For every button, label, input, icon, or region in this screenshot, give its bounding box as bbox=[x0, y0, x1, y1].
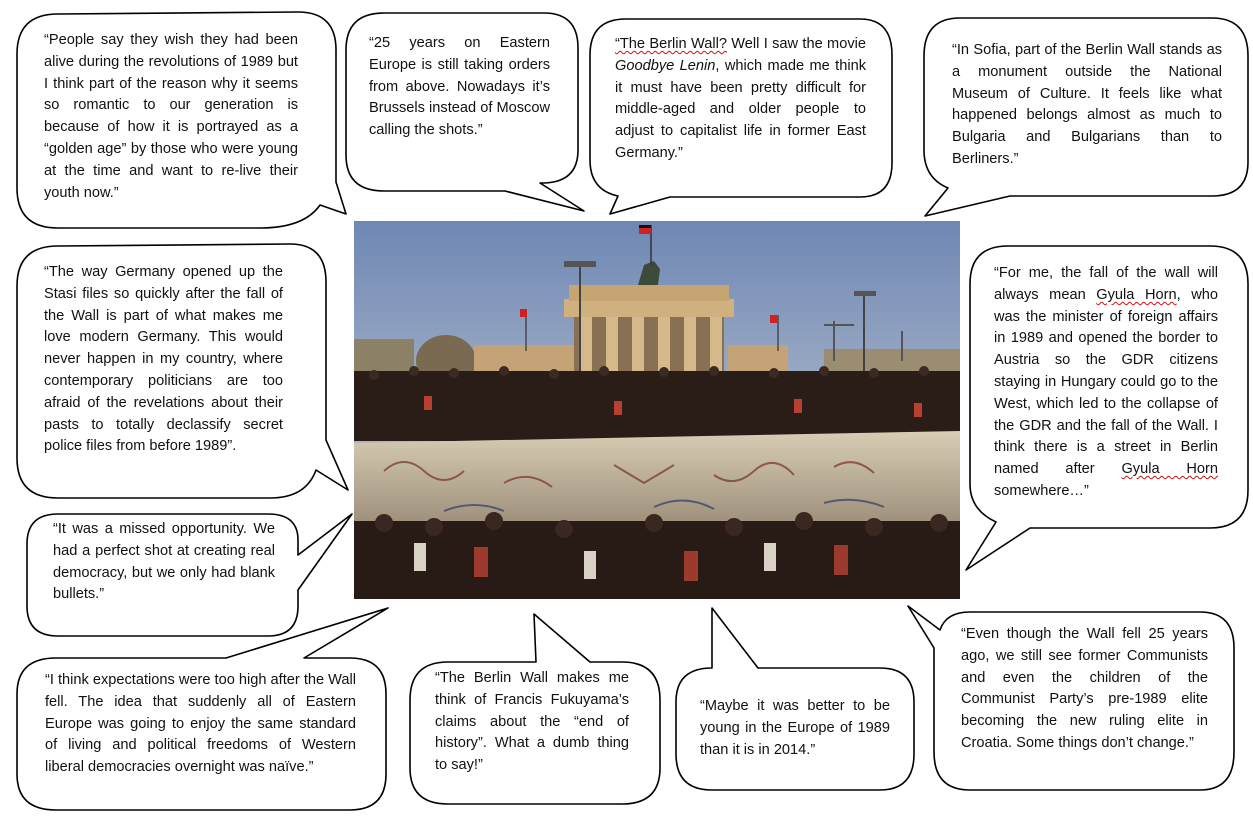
quote-7: “It was a missed opportunity. We had a perfect shot at creating real democracy, but we only had blank bullets.” bbox=[53, 521, 275, 603]
quote-11: “Even though the Wall fell 25 years ago, we still see former Communists and even the children of the Communist Party’s pre-1989 elite becoming the new ruling elite in Croatia. Some things don’t change.” bbox=[961, 626, 1208, 751]
quote-3-text-a: Well I saw the movie bbox=[726, 36, 866, 52]
quote-5: “The way Germany opened up the Stasi files so quickly after the fall of the Wall is part of what makes me love modern Germany. This would never happen in my country, where contemporary politicians are too afraid of the revelations about their pasts to totally declassify secret police files from before 1989”. bbox=[44, 264, 283, 455]
quote-3 bbox=[615, 34, 866, 165]
quote-9: “The Berlin Wall makes me think of Francis Fukuyama’s claims about the “end of history”. What a dumb thing to say!” bbox=[435, 670, 629, 774]
quote-6-text-b: , who was the minister of foreign affairs in 1989 and opened the border to Austria so the GDR citizens staying in Hungary could go to the West, which led to the collapse of the GDR and the fall of the Wall. I think there is a street in Berlin named after bbox=[994, 286, 1218, 478]
quote-2: “25 years on Eastern Europe is still taking orders from above. Nowadays it’s Brussels instead of Moscow calling the shots.” bbox=[369, 35, 550, 139]
quote-4: “In Sofia, part of the Berlin Wall stands as a monument outside the National Museum of Culture. It feels like what happened belongs almost as much to Bulgaria and Bulgarians than to Berliners.” bbox=[952, 42, 1222, 167]
quote-6-text-a: “For me, the fall of the wall will always mean bbox=[994, 265, 1218, 303]
quote-3-spellchecked-text: “The Berlin Wall? bbox=[615, 36, 727, 52]
berlin-wall-photo bbox=[354, 221, 960, 599]
quote-6-name-1: Gyula Horn bbox=[1096, 286, 1177, 303]
quote-3-movie-title: Goodbye Lenin bbox=[615, 57, 716, 74]
quote-10: “Maybe it was better to be young in the Europe of 1989 than it is in 2014.” bbox=[700, 698, 890, 758]
quote-8: “I think expectations were too high after the Wall fell. The idea that suddenly all of Eastern Europe was going to enjoy the same standard of living and political freedoms of Western liberal democracies overnight was naïve.” bbox=[45, 672, 356, 776]
crowd-on-wall bbox=[354, 371, 960, 441]
quote-6 bbox=[994, 263, 1218, 503]
quote-3-text-b: , which made me think it must have been pretty difficult for middle-aged and older people to adjust to capitalist life in former East Germany.” bbox=[615, 57, 866, 161]
quote-1: “People say they wish they had been alive during the revolutions of 1989 but I think part of the reason why it seems so romantic to our generation is because of how it is portrayed as a “golden age” by those who were young at the time and want to re-live their youth now.” bbox=[44, 32, 298, 201]
quote-6-text-c: somewhere…” bbox=[994, 482, 1089, 499]
quote-6-name-2: Gyula Horn bbox=[1121, 461, 1218, 478]
